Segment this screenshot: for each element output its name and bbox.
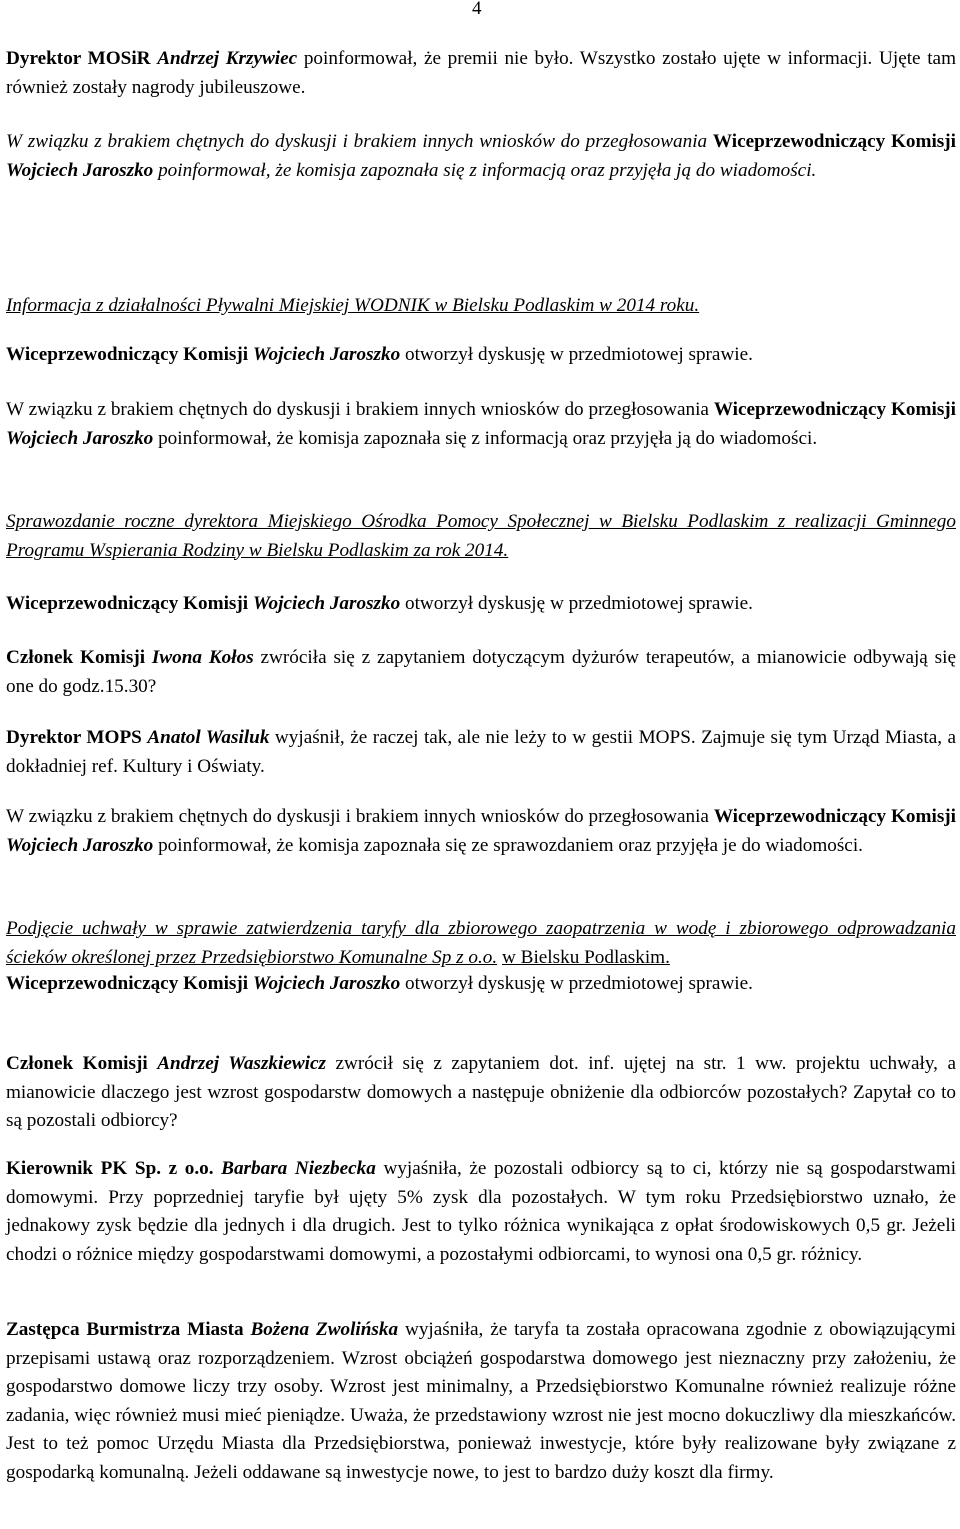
speaker-name: Barbara Niezbecka <box>221 1158 376 1179</box>
paragraph-text: otworzył dyskusję w przedmiotowej sprawie. <box>404 344 753 365</box>
speaker-name: Wojciech Jaroszko <box>6 834 154 856</box>
speaker-role: Członek Komisji <box>6 647 146 668</box>
speaker-role: Wiceprzewodniczący Komisji <box>6 344 249 365</box>
paragraph-text: poinformował, że premii nie było. Wszystko zostało ujęte w informacji. Ujęte tam również zostały nagrody jubileuszowe. <box>6 48 956 98</box>
agenda-heading-text: Podjęcie uchwały w sprawie zatwierdzenia taryfy dla zbiorowego zaopatrzenia w wodę i zbiorowego odprowadzania ścieków określonej przez Przedsiębiorstwo Komunalne Sp z o.o. <box>6 918 956 968</box>
paragraph-answer-niezbecka <box>6 1155 956 1269</box>
paragraph-text: otworzył dyskusję w przedmiotowej sprawie. <box>404 973 753 994</box>
paragraph-text: poinformował, że komisja zapoznała się z informacją oraz przyjęła ją do wiadomości. <box>158 159 817 181</box>
agenda-heading-water-tariff <box>6 915 956 972</box>
paragraph-commission-summary-3 <box>6 803 956 860</box>
speaker-name: Wojciech Jaroszko <box>6 427 154 449</box>
paragraph-answer-zwolinska <box>6 1316 956 1487</box>
paragraph-text: zwróciła się z zapytaniem dotyczącym dyżurów terapeutów, a mianowicie odbywają się one do godz.15.30? <box>6 647 956 697</box>
paragraph-text: poinformował, że komisja zapoznała się ze sprawozdaniem oraz przyjęła je do wiadomości. <box>158 834 863 856</box>
paragraph-mosir-director <box>6 45 956 102</box>
speaker-role: Członek Komisji <box>6 1053 148 1074</box>
paragraph-answer-wasiluk <box>6 724 956 781</box>
paragraph-discussion-open-3 <box>6 970 956 999</box>
speaker-name: Iwona Kołos <box>151 647 254 668</box>
agenda-heading-text: Sprawozdanie roczne dyrektora Miejskiego Ośrodka Pomocy Społecznej w Bielsku Podlaskim z realizacji Gminnego Programu Wspierania Rodziny w Bielsku Podlaskim za rok 2014. <box>6 511 956 561</box>
speaker-role: Kierownik PK Sp. z o.o. <box>6 1158 214 1179</box>
paragraph-text: otworzył dyskusję w przedmiotowej sprawie. <box>404 593 753 614</box>
paragraph-discussion-open-1 <box>6 341 956 370</box>
speaker-role: Wiceprzewodniczący Komisji <box>6 973 249 994</box>
paragraph-text: W związku z brakiem chętnych do dyskusji i brakiem innych wniosków do przegłosowania <box>6 399 709 420</box>
paragraph-text: W związku z brakiem chętnych do dyskusji i brakiem innych wniosków do przegłosowania <box>6 131 708 152</box>
paragraph-discussion-open-2 <box>6 590 956 619</box>
speaker-role: Dyrektor MOSiR <box>6 48 151 69</box>
speaker-name: Anatol Wasiluk <box>147 727 270 748</box>
page-number: 4 <box>472 0 482 19</box>
paragraph-text: poinformował, że komisja zapoznała się z informacją oraz przyjęła ją do wiadomości. <box>158 427 818 449</box>
paragraph-text: wyjaśnił, że raczej tak, ale nie leży to w gestii MOPS. Zajmuje się tym Urząd Miasta, a dokładniej ref. Kultury i Oświaty. <box>6 727 957 777</box>
speaker-role: Wiceprzewodniczący Komisji <box>6 593 249 614</box>
paragraph-commission-summary-1 <box>6 128 956 185</box>
agenda-heading-text: w Bielsku Podlaskim. <box>502 946 670 968</box>
speaker-role: Wiceprzewodniczący Komisji <box>713 806 957 827</box>
agenda-heading-mops-report <box>6 508 956 565</box>
agenda-heading-text: Informacja z działalności Pływalni Miejskiej WODNIK w Bielsku Podlaskim w 2014 roku. <box>6 295 700 316</box>
speaker-role: Dyrektor MOPS <box>6 727 142 748</box>
paragraph-text: zwrócił się z zapytaniem dot. inf. ujętej na str. 1 ww. projektu uchwały, a mianowicie dlaczego jest wzrost gospodarstw domowych a następuje obniżenie dla odbiorców pozostałych? Zapytał co to są pozostali odbiorcy? <box>6 1053 957 1131</box>
agenda-heading-pool <box>6 292 956 321</box>
paragraph-question-waszkiewicz <box>6 1050 956 1136</box>
paragraph-text: wyjaśniła, że pozostali odbiorcy są to ci, którzy nie są gospodarstwami domowymi. Przy poprzedniej taryfie był ujęty 5% zysk dla pozostałych. W tym roku Przedsiębiorstwo uznało, że jednakowy zysk będzie dla jednych i dla drugich. Jest to tylko różnica wynikająca z opłat środowiskowych 0,5 gr. Jeżeli chodzi o różnice między gospodarstwami domowymi, a pozostałymi odbiorcami, to wynosi ona 0,5 gr. różnicy. <box>6 1158 957 1265</box>
speaker-name: Wojciech Jaroszko <box>6 159 154 181</box>
speaker-role: Zastępca Burmistrza Miasta <box>6 1319 244 1340</box>
speaker-name: Wojciech Jaroszko <box>252 973 401 994</box>
speaker-name: Andrzej Waszkiewicz <box>157 1053 326 1074</box>
speaker-name: Wojciech Jaroszko <box>252 344 401 365</box>
speaker-role: Wiceprzewodniczący Komisji <box>712 131 956 152</box>
paragraph-text: wyjaśniła, że taryfa ta została opracowana zgodnie z obowiązującymi przepisami ustawą oraz rozporządzeniem. Wzrost obciążeń gospodarstwa domowego jest nieznaczny przy założeniu, że gospodarstwo domowe liczy trzy osoby. Wzrost jest minimalny, a Przedsiębiorstwo Komunalne również realizuje różne zadania, więc również musi mieć pieniądze. Uważa, że przedstawiony wzrost nie jest mocno dokuczliwy dla mieszkańców. Jest to też pomoc Urzędu Miasta dla Przedsiębiorstwa, ponieważ inwestycje, które były realizowane były związane z gospodarką komunalną. Jeżeli oddawane są inwestycje nowe, to jest to bardzo duży koszt dla firmy. <box>6 1319 956 1483</box>
speaker-name: Bożena Zwolińska <box>250 1319 399 1340</box>
paragraph-text: W związku z brakiem chętnych do dyskusji i brakiem innych wniosków do przegłosowania <box>6 806 709 827</box>
speaker-name: Andrzej Krzywiec <box>157 48 298 69</box>
speaker-role: Wiceprzewodniczący Komisji <box>713 399 957 420</box>
speaker-name: Wojciech Jaroszko <box>252 593 401 614</box>
paragraph-commission-summary-2 <box>6 396 956 453</box>
paragraph-question-kolos <box>6 644 956 701</box>
